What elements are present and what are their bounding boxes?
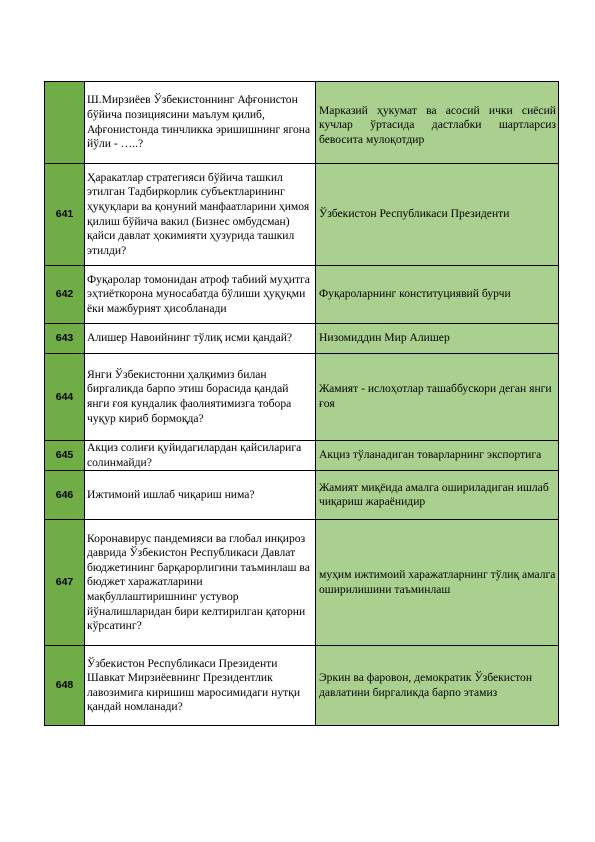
- question-cell: Коронавирус пандемияси ва глобал инқироз даврида Ўзбекистон Республикаси Давлат бюджетининг барқарорлигини таъминлаш ва бюджет харажатларини мақбуллаштиришнинг устувор йўналишларидан бири келтирилган қаторни кўрсатинг?: [85, 520, 316, 646]
- table-row: [45, 354, 559, 441]
- table-row: [45, 520, 559, 646]
- table-row: [45, 646, 559, 726]
- row-number: 646: [45, 471, 85, 520]
- question-cell: Акциз солиғи қуйидагилардан қайсиларига солинмайди?: [85, 441, 316, 471]
- answer-cell: Ўзбекистон Республикаси Президенти: [316, 164, 559, 266]
- answer-cell: Марказий ҳукумат ва асосий ички сиёсий кучлар ўртасида дастлабки шартларсиз бевосита мулоқотдир: [316, 82, 559, 164]
- answer-cell: Низомиддин Мир Алишер: [316, 324, 559, 354]
- question-cell: Фуқаролар томонидан атроф табиий муҳитга эҳтиёткорона муносабатда бўлиши ҳуқуқми ёки мажбурият ҳисобланади: [85, 266, 316, 324]
- row-number: 648: [45, 646, 85, 726]
- row-number: 642: [45, 266, 85, 324]
- row-number: [45, 82, 85, 164]
- question-cell: Ҳаракатлар стратегияси бўйича ташкил этилган Тадбиркорлик субъектларининг ҳуқуқлари ва қонуний манфаатларини ҳимоя қилиш бўйича вакил (Бизнес омбудсман) қайси давлат ҳокимияти ҳузурида ташкил этилди?: [85, 164, 316, 266]
- question-cell: Алишер Навоийнинг тўлиқ исми қандай?: [85, 324, 316, 354]
- table-row: [45, 324, 559, 354]
- table-row: [45, 441, 559, 471]
- answer-cell: Жамият миқёида амалга ошириладиган ишлаб чиқариш жараёнидир: [316, 471, 559, 520]
- row-number: 645: [45, 441, 85, 471]
- row-number: 647: [45, 520, 85, 646]
- answer-cell: муҳим ижтимоий харажатларнинг тўлиқ амалга оширилишини таъминлаш: [316, 520, 559, 646]
- question-cell: Янги Ўзбекистонни ҳалқимиз билан биргаликда барпо этиш борасида қандай янги ғоя кундалик фаолиятимизга тобора чуқур кириб бормоқда?: [85, 354, 316, 441]
- qa-table: [44, 81, 559, 726]
- row-number: 644: [45, 354, 85, 441]
- table-row: [45, 471, 559, 520]
- answer-cell: Фуқароларнинг конституциявий бурчи: [316, 266, 559, 324]
- answer-cell: Эркин ва фаровон, демократик Ўзбекистон давлатини биргаликда барпо этамиз: [316, 646, 559, 726]
- question-cell: Ижтимоий ишлаб чиқариш нима?: [85, 471, 316, 520]
- table-row: [45, 82, 559, 164]
- answer-cell: Акциз тўланадиган товарларнинг экспортига: [316, 441, 559, 471]
- row-number: 641: [45, 164, 85, 266]
- table-row: [45, 266, 559, 324]
- row-number: 643: [45, 324, 85, 354]
- table-row: [45, 164, 559, 266]
- question-cell: Ўзбекистон Республикаси Президенти Шавкат Мирзиёевнинг Президентлик лавозимига киришиш маросимидаги нутқи қандай номланади?: [85, 646, 316, 726]
- question-cell: Ш.Мирзиёев Ўзбекистоннинг Афғонистон бўйича позициясини маълум қилиб, Афғонистонда тинчликка эришишнинг ягона йўли - …..?: [85, 82, 316, 164]
- answer-cell: Жамият - ислоҳотлар ташаббускори деган янги ғоя: [316, 354, 559, 441]
